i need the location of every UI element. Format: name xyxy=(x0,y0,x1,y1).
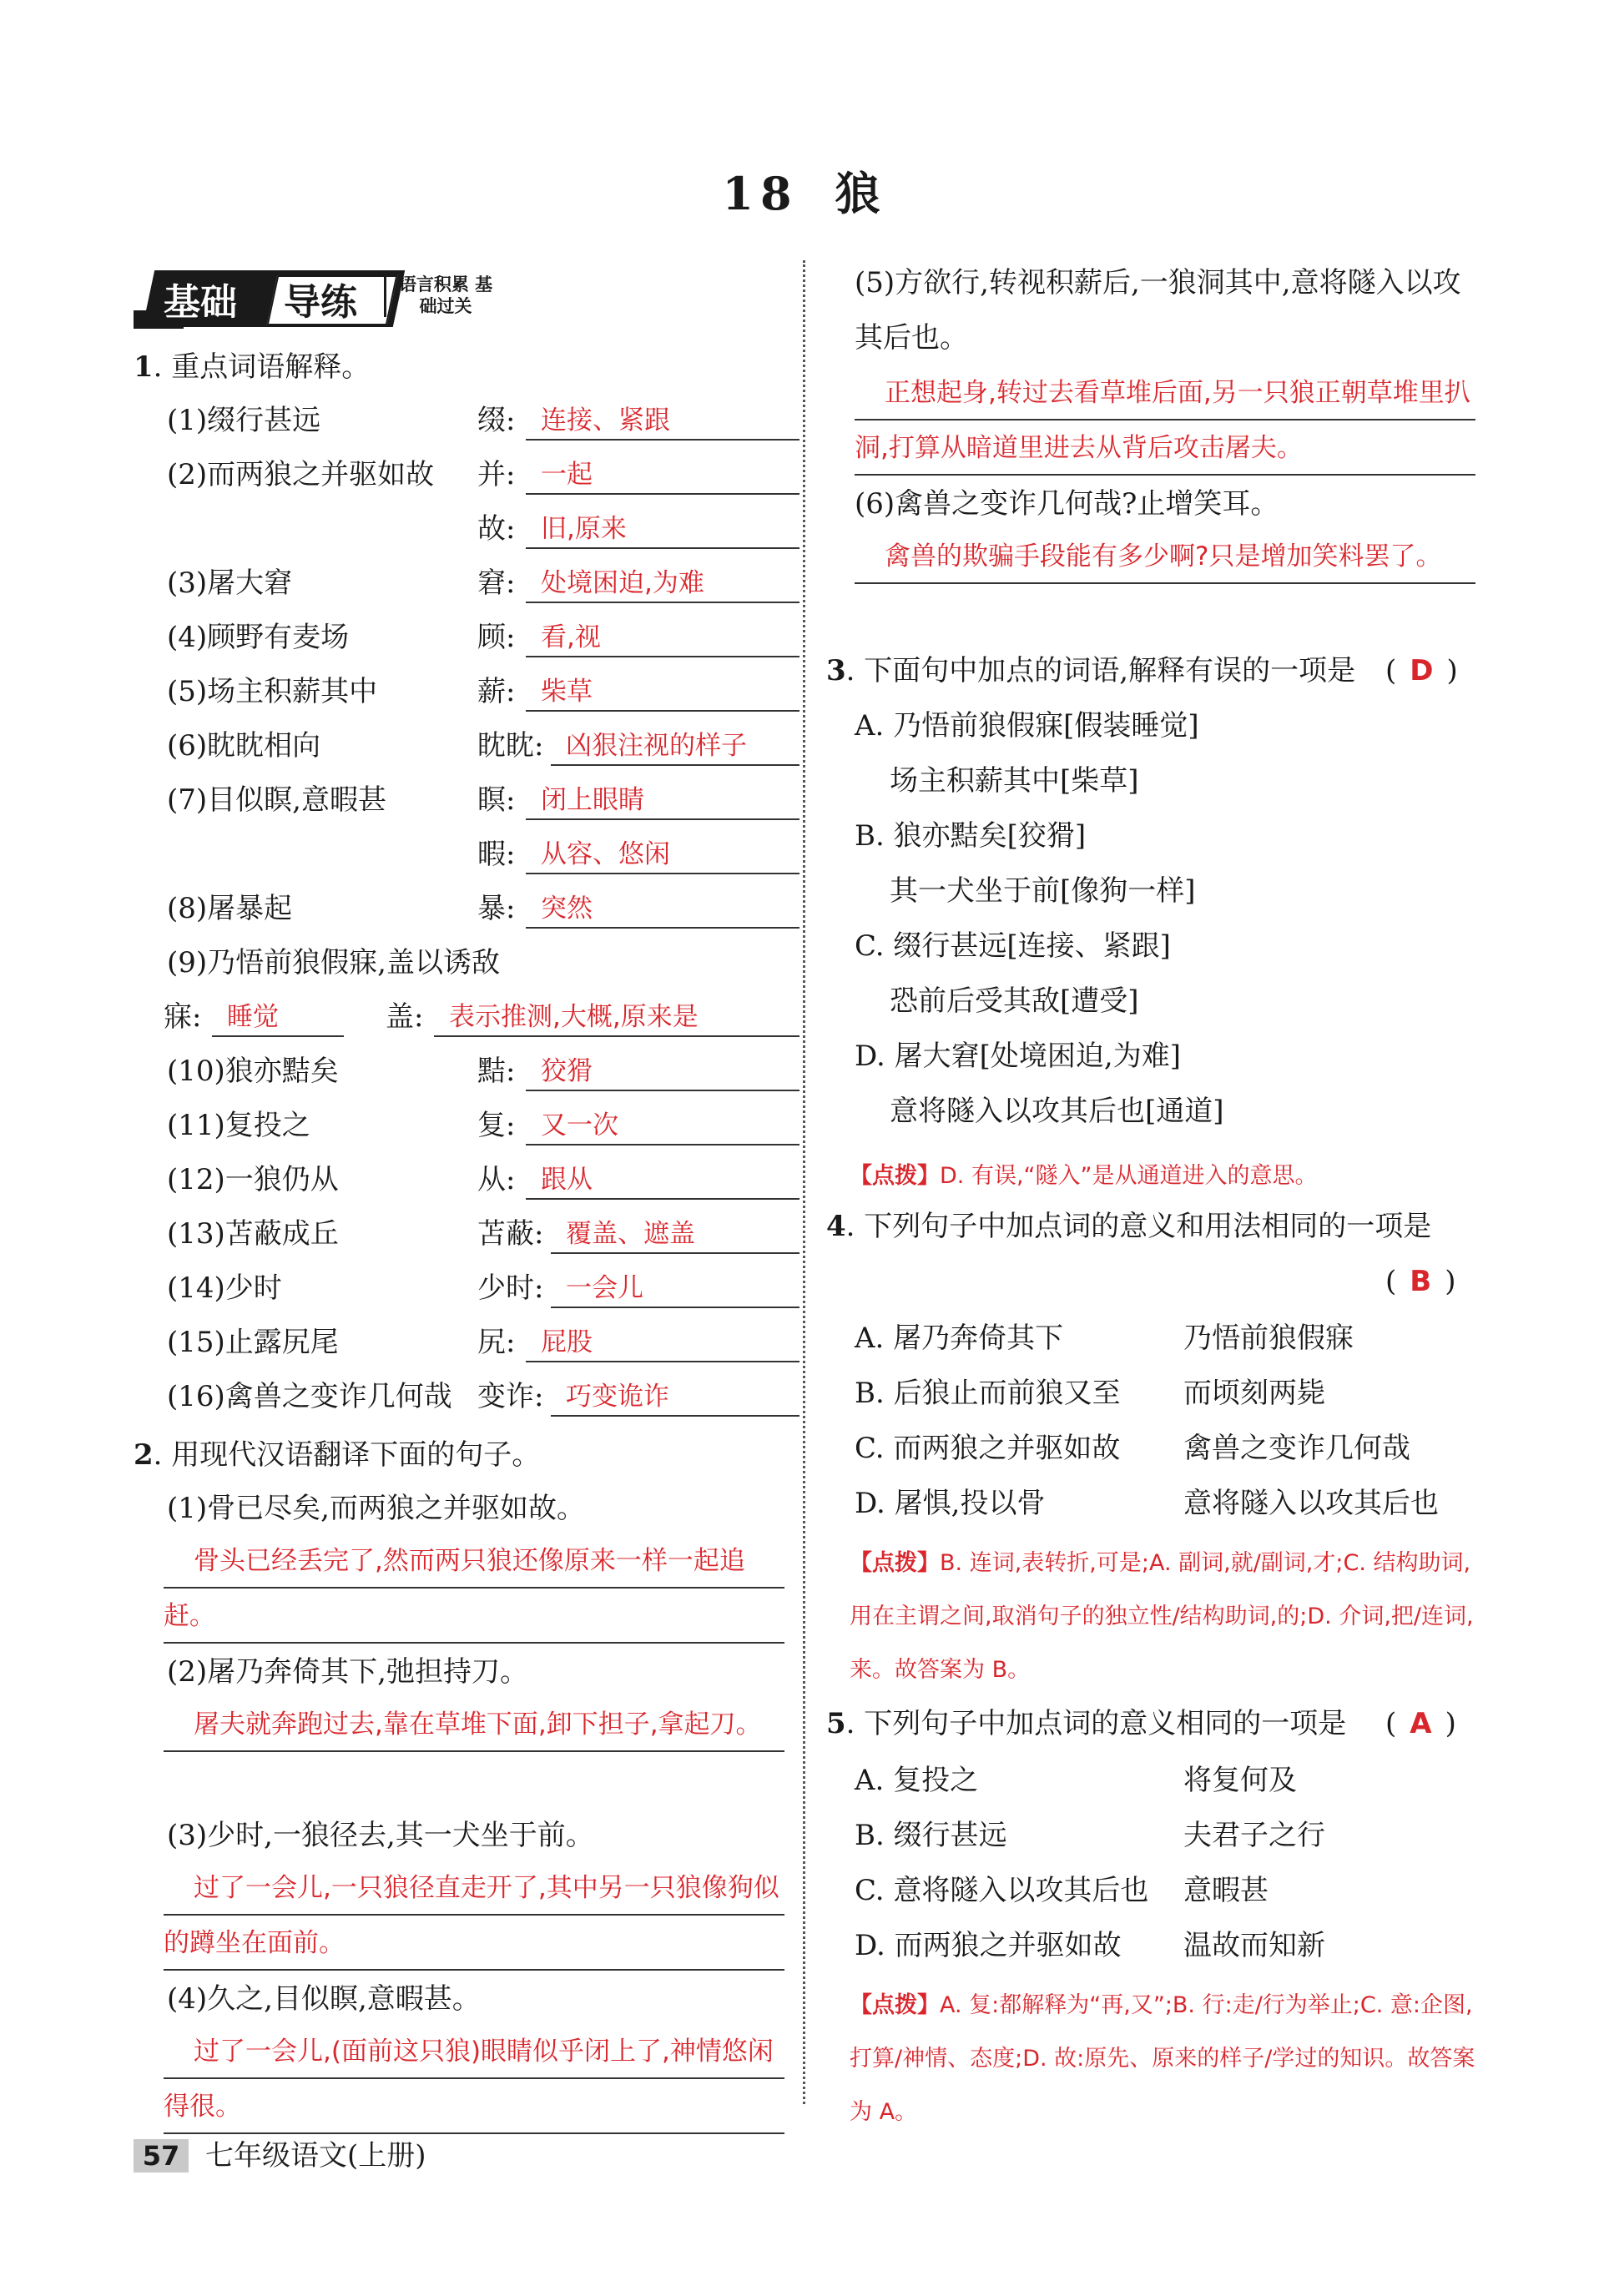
q1-key: 窘: xyxy=(477,566,516,600)
q5-option-a: D. 而两狼之并驱如故 xyxy=(855,1929,1122,1962)
q2-sentence: (4)久之,目似瞑,意暇甚。 xyxy=(167,1982,481,2016)
q1-item: (10)狼亦黠矣 xyxy=(167,1055,339,1088)
banner-sub: 语言积累 基础过关 xyxy=(384,274,500,317)
q1-answer: 连接、紧跟 xyxy=(526,402,799,441)
q2-sentence: (3)少时,一狼径去,其一犬坐于前。 xyxy=(167,1819,594,1852)
q5-hint: 【点拨】A. 复:都解释为“再,又”;B. 行:走/行为举止;C. 意:企图,打算/神情、态度;D. 故:原先、原来的样子/学过的知识。故答案为 A。 xyxy=(850,1992,1475,2125)
column-divider xyxy=(803,260,805,2104)
q1-answer: 跟从 xyxy=(526,1161,799,1200)
q5-option-b: 将复何及 xyxy=(1183,1764,1297,1797)
q2-translation: 过了一会儿,(面前这只狼)眼睛似乎闭上了,神情悠闲得很。 xyxy=(164,2024,784,2134)
q1-item: (4)顾野有麦场 xyxy=(167,621,350,654)
q1-answer: 屁股 xyxy=(526,1324,799,1362)
q3-option-line2: 意将隧入以攻其后也[通道] xyxy=(890,1095,1224,1128)
section-banner xyxy=(134,264,501,330)
q3-answer: D xyxy=(1410,654,1434,687)
page-title xyxy=(0,159,1609,223)
q1-item: (11)复投之 xyxy=(167,1109,310,1142)
q4-option-b: 而顷刻两毙 xyxy=(1183,1377,1325,1410)
q1-answer: 覆盖、遮盖 xyxy=(551,1216,799,1254)
q1-answer: 表示推测,大概,原来是 xyxy=(434,999,799,1037)
q1-key: 眈眈: xyxy=(477,729,544,763)
banner-main-2: 导练 xyxy=(284,281,357,324)
q1-item: (16)禽兽之变诈几何哉 xyxy=(167,1380,452,1413)
q1-answer: 突然 xyxy=(526,890,799,929)
q1-key: 并: xyxy=(477,458,516,491)
lesson-title: 狼 xyxy=(835,167,887,220)
q3-option-line2: 恐前后受其敌[遭受] xyxy=(890,984,1139,1018)
q1-answer: 又一次 xyxy=(526,1107,799,1145)
q1-answer: 巧变诡诈 xyxy=(551,1378,799,1417)
q4-option-a: B. 后狼止而前狼又至 xyxy=(855,1377,1121,1410)
q1-item: (3)屠大窘 xyxy=(167,566,293,600)
q4-option-a: A. 屠乃奔倚其下 xyxy=(855,1322,1064,1355)
q1-item: (14)少时 xyxy=(167,1271,282,1305)
q5-answer: A xyxy=(1410,1707,1432,1740)
q1-key: 复: xyxy=(477,1109,516,1142)
q5-option-b: 意暇甚 xyxy=(1183,1874,1269,1907)
q4-answer: B xyxy=(1410,1265,1432,1298)
q1-key: 寐: xyxy=(164,1000,202,1034)
q3-answer-box: ( D ) xyxy=(1385,654,1458,687)
q2-translation: 骨头已经丢完了,然而两只狼还像原来一样一起追赶。 xyxy=(164,1533,784,1644)
q1-item: (12)一狼仍从 xyxy=(167,1163,339,1196)
q1-heading: 1. 重点词语解释。 xyxy=(134,350,371,384)
q1-item: (5)场主积薪其中 xyxy=(167,675,378,708)
q1-answer: 柴草 xyxy=(526,673,799,712)
banner-main-1: 基础 xyxy=(164,281,237,324)
q2-sentence: (1)骨已尽矣,而两狼之并驱如故。 xyxy=(167,1492,585,1525)
q1-key: 暇: xyxy=(477,838,516,871)
q1-answer: 旧,原来 xyxy=(526,511,799,549)
q4-answer-box: ( B ) xyxy=(1385,1265,1456,1298)
q1-key: 顾: xyxy=(477,621,516,654)
q1-item: (9)乃悟前狼假寐,盖以诱敌 xyxy=(167,946,500,979)
q1-answer: 从容、悠闲 xyxy=(526,836,799,874)
q2-sentence: (5)方欲行,转视积薪后,一狼洞其中,意将隧入以攻其后也。 xyxy=(855,266,1461,355)
q1-item: (7)目似瞑,意暇甚 xyxy=(167,783,386,817)
q5-option-b: 夫君子之行 xyxy=(1183,1819,1325,1852)
q2-translation: 过了一会儿,一只狼径直走开了,其中另一只狼像狗似的蹲坐在面前。 xyxy=(164,1860,784,1971)
q1-key: 故: xyxy=(477,512,516,546)
q1-answer: 凶狠注视的样子 xyxy=(551,728,799,766)
q1-item: (2)而两狼之并驱如故 xyxy=(167,458,435,491)
q2-sentence: (6)禽兽之变诈几何哉?止增笑耳。 xyxy=(855,487,1279,521)
q1-key: 暴: xyxy=(477,892,516,925)
q1-key: 黠: xyxy=(477,1055,516,1088)
q1-key: 苫蔽: xyxy=(477,1217,544,1251)
q1-answer: 闭上眼睛 xyxy=(526,782,799,820)
q2-sentence: (2)屠乃奔倚其下,弛担持刀。 xyxy=(167,1655,528,1689)
q4-option-b: 乃悟前狼假寐 xyxy=(1183,1322,1354,1355)
q1-item: (13)苫蔽成丘 xyxy=(167,1217,339,1251)
q1-key: 盖: xyxy=(386,1000,424,1034)
q5-option-a: C. 意将隧入以攻其后也 xyxy=(855,1874,1149,1907)
page-number: 57 xyxy=(134,2139,189,2173)
q2-translation: 正想起身,转过去看草堆后面,另一只狼正朝草堆里扒洞,打算从暗道里进去从背后攻击屠夫。 xyxy=(855,365,1475,476)
q5-option-b: 温故而知新 xyxy=(1183,1929,1325,1962)
q4-option-b: 意将隧入以攻其后也 xyxy=(1183,1487,1439,1520)
q5-heading: 5. 下列句子中加点词的意义相同的一项是 xyxy=(826,1707,1347,1740)
q1-answer: 一起 xyxy=(526,456,799,495)
q3-option: C. 缀行甚远[连接、紧跟] xyxy=(855,929,1171,963)
q4-option-b: 禽兽之变诈几何哉 xyxy=(1183,1432,1410,1465)
q3-option: A. 乃悟前狼假寐[假装睡觉] xyxy=(855,709,1199,743)
q5-option-a: A. 复投之 xyxy=(855,1764,979,1797)
q1-key: 从: xyxy=(477,1163,516,1196)
q4-option-a: C. 而两狼之并驱如故 xyxy=(855,1432,1121,1465)
lesson-number: 18 xyxy=(722,167,799,220)
q1-key: 缀: xyxy=(477,404,516,437)
q4-heading: 4. 下列句子中加点词的意义和用法相同的一项是 xyxy=(826,1210,1432,1243)
q1-answer: 一会儿 xyxy=(551,1270,799,1308)
q1-key: 少时: xyxy=(477,1271,544,1305)
q3-option: D. 屠大窘[处境困迫,为难] xyxy=(855,1040,1181,1073)
q3-option-line2: 其一犬坐于前[像狗一样] xyxy=(890,874,1196,908)
q2-heading: 2. 用现代汉语翻译下面的句子。 xyxy=(134,1438,541,1472)
q1-answer: 狡猾 xyxy=(526,1053,799,1091)
q2-translation: 屠夫就奔跑过去,靠在草堆下面,卸下担子,拿起刀。 xyxy=(164,1697,784,1752)
q3-option: B. 狼亦黠矣[狡猾] xyxy=(855,819,1087,853)
q2-translation: 禽兽的欺骗手段能有多少啊?只是增加笑料罢了。 xyxy=(855,529,1475,584)
q1-key: 薪: xyxy=(477,675,516,708)
q5-option-a: B. 缀行甚远 xyxy=(855,1819,1007,1852)
q1-item: (1)缀行甚远 xyxy=(167,404,321,437)
q1-key: 变诈: xyxy=(477,1380,544,1413)
q1-item: (15)止露尻尾 xyxy=(167,1326,339,1359)
q1-item: (8)屠暴起 xyxy=(167,892,293,925)
q3-heading: 3. 下面句中加点的词语,解释有误的一项是 xyxy=(826,654,1356,687)
q3-hint: 【点拨】D. 有误,“隧入”是从通道进入的意思。 xyxy=(850,1163,1318,1189)
q1-key: 尻: xyxy=(477,1326,516,1359)
q1-answer: 看,视 xyxy=(526,619,799,657)
q3-option-line2: 场主积薪其中[柴草] xyxy=(890,764,1139,798)
book-title: 七年级语文(上册) xyxy=(205,2139,426,2173)
q5-answer-box: ( A ) xyxy=(1385,1707,1456,1740)
q1-answer: 处境困迫,为难 xyxy=(526,565,799,603)
q4-hint: 【点拨】B. 连词,表转折,可是;A. 副词,就/副词,才;C. 结构助词,用在主谓之间,取消句子的独立性/结构助词,的;D. 介词,把/连词,来。故答案为 B。 xyxy=(850,1550,1474,1683)
q1-item: (6)眈眈相向 xyxy=(167,729,321,763)
q1-key: 瞑: xyxy=(477,783,516,817)
q4-option-a: D. 屠惧,投以骨 xyxy=(855,1487,1046,1520)
q1-answer: 睡觉 xyxy=(212,999,344,1037)
